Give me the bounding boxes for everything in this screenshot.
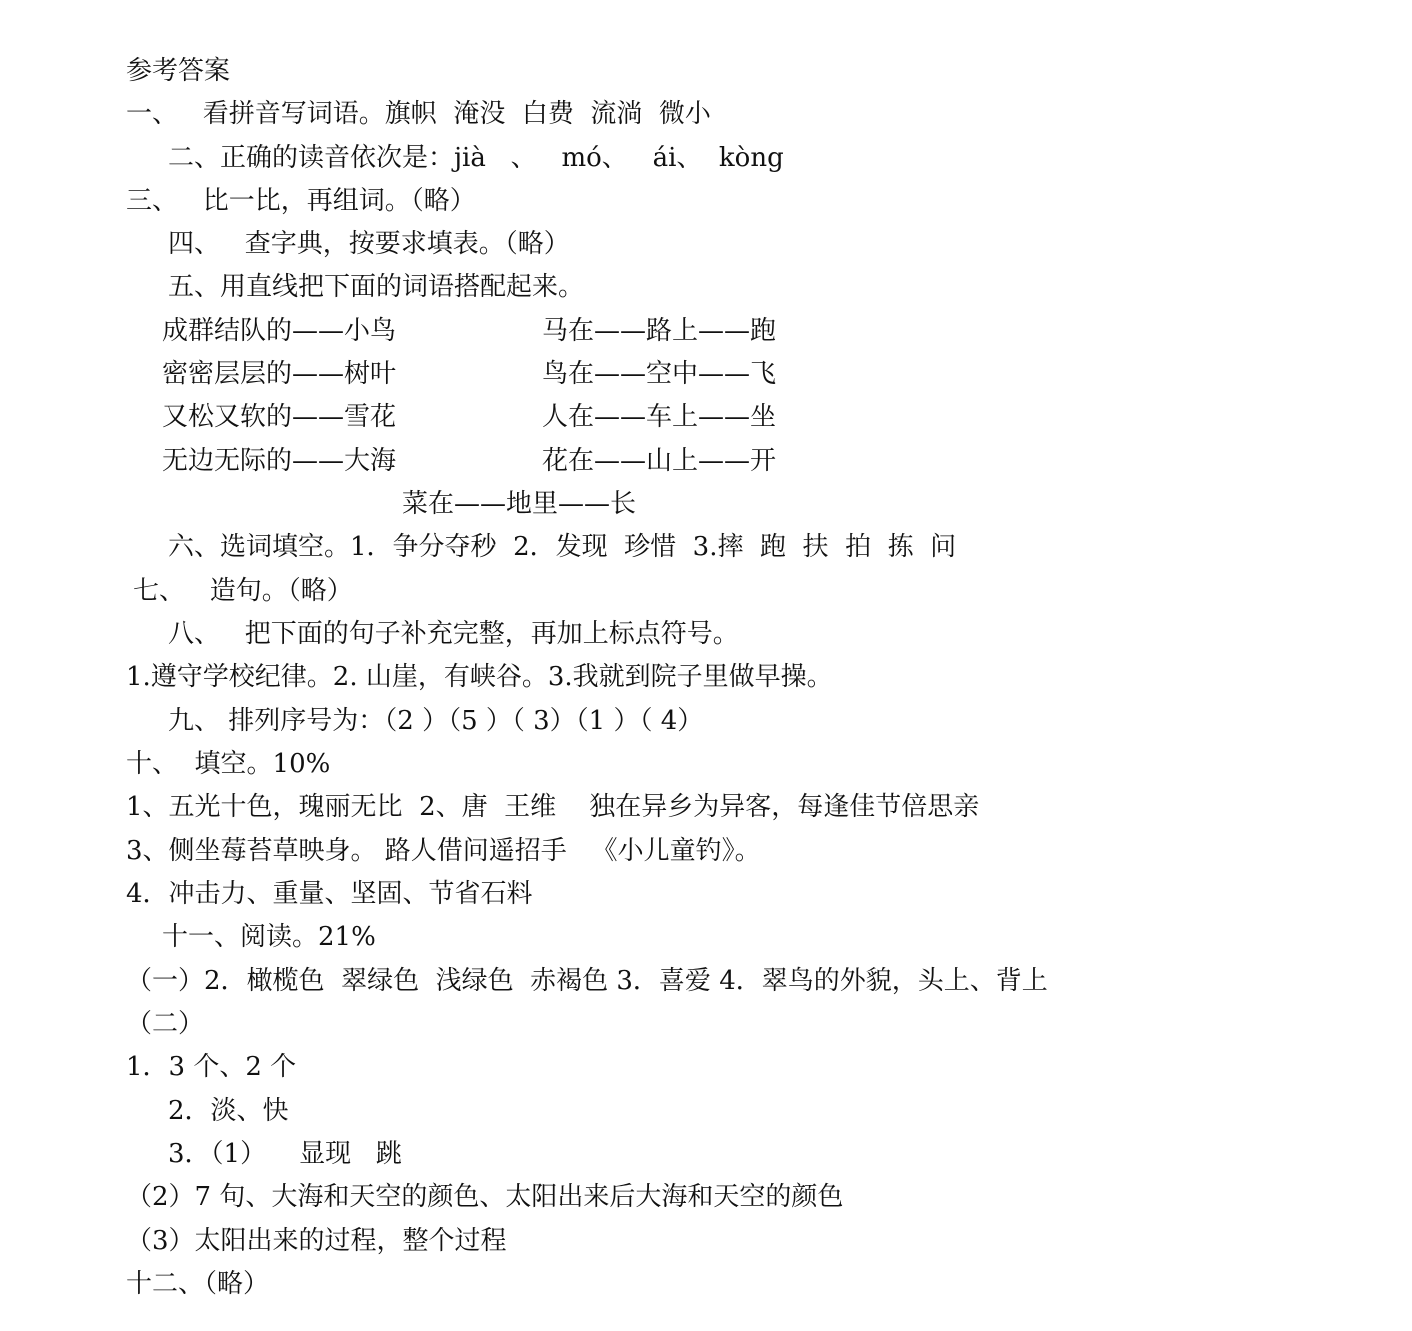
answer-section-11: 十一、阅读。21% [162, 922, 376, 952]
answer-11-part-2-item-3-3: （3）太阳出来的过程，整个过程 [126, 1226, 507, 1256]
answer-section-9: 九、 排列序号为：（2 ）（5 ）（ 3）（1 ）（ 4） [168, 706, 704, 736]
answer-11-part-2-item-1: 1．3 个、2 个 [126, 1052, 297, 1082]
answer-section-4: 四、 查字典，按要求填表。（略） [168, 229, 570, 259]
answer-section-3: 三、 比一比，再组词。（略） [126, 186, 476, 216]
match-left-1: 成群结队的——小鸟 [162, 316, 397, 346]
answer-section-5: 五、用直线把下面的词语搭配起来。 [168, 272, 585, 302]
page-title: 参考答案 [126, 56, 231, 86]
answer-11-part-2-item-2: 2．淡、快 [168, 1096, 289, 1126]
answer-11-part-2-item-3: 3．（1） 显现 跳 [168, 1139, 402, 1169]
answer-10-item-1: 1、五光十色，瑰丽无比 2、唐 王维 独在异乡为异客，每逢佳节倍思亲 [126, 792, 980, 822]
answer-section-8: 八、 把下面的句子补充完整，再加上标点符号。 [168, 619, 739, 649]
match-left-3: 又松又软的——雪花 [162, 402, 397, 432]
answer-section-12: 十二、（略） [126, 1269, 270, 1299]
answer-10-item-4: 4．冲击力、重量、坚固、节省石料 [126, 879, 533, 909]
answer-10-item-3: 3、侧坐莓苔草映身。 路人借问遥招手 《小儿童钓》。 [126, 836, 761, 866]
answer-11-part-2-heading: （二） [126, 1009, 205, 1039]
answer-section-10: 十、 填空。10% [126, 749, 331, 779]
answer-11-part-1: （一）2．橄榄色 翠绿色 浅绿色 赤褐色 3．喜爱 4．翠鸟的外貌，头上、背上 [126, 966, 1048, 996]
answer-11-part-2-item-3-2: （2）7 句、大海和天空的颜色、太阳出来后大海和天空的颜色 [126, 1182, 844, 1212]
match-right-2: 鸟在——空中——飞 [542, 359, 777, 389]
answer-section-2: 二、正确的读音依次是：jià 、 mó、 ái、 kòng [168, 143, 784, 173]
match-right-1: 马在——路上——跑 [542, 316, 777, 346]
match-left-4: 无边无际的——大海 [162, 446, 397, 476]
answer-section-8-body: 1.遵守学校纪律。2. 山崖，有峡谷。3.我就到院子里做早操。 [126, 662, 833, 692]
match-right-3: 人在——车上——坐 [542, 402, 777, 432]
match-right-4: 花在——山上——开 [542, 446, 777, 476]
match-left-2: 密密层层的——树叶 [162, 359, 397, 389]
answer-section-1: 一、 看拼音写词语。旗帜 淹没 白费 流淌 微小 [126, 99, 711, 129]
match-right-5: 菜在——地里——长 [402, 489, 637, 519]
answer-section-6: 六、选词填空。1．争分夺秒 2．发现 珍惜 3.摔 跑 扶 拍 拣 问 [168, 532, 957, 562]
answer-section-7: 七、 造句。（略） [133, 576, 353, 606]
